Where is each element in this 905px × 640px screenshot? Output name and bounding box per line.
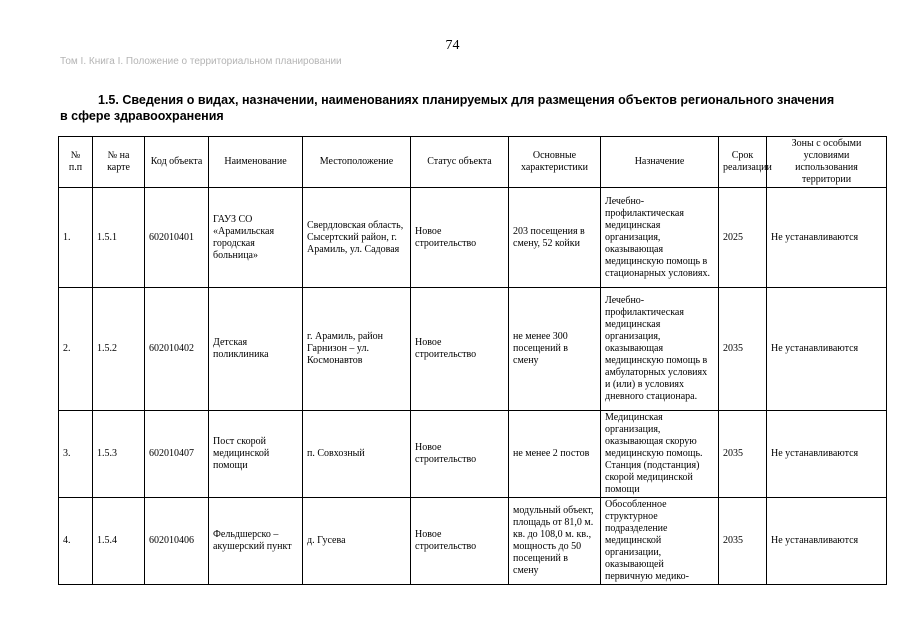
cell-zones: Не устанавливаются [767,498,887,585]
cell-location: д. Гусева [303,498,411,585]
col-header-num: № п.п [59,137,93,188]
cell-characteristics: 203 посещения в смену, 52 койки [509,188,601,288]
col-header-code: Код объекта [145,137,209,188]
cell-purpose: Лечебно-профилактическая медицинская организация, оказывающая медицинскую помощь в стационарных условиях. [601,188,719,288]
table-header-row [59,137,887,188]
cell-name: ГАУЗ СО «Арамильская городская больница» [209,188,303,288]
table-row [59,498,887,585]
cell-code: 602010406 [145,498,209,585]
table-row [59,288,887,411]
table-row [59,188,887,288]
col-header-purpose: Назначение [601,137,719,188]
section-title-line2: в сфере здравоохранения [60,109,224,123]
cell-purpose: Обособленное структурное подразделение медицинской организации, оказывающей первичную медико- [601,498,719,585]
cell-name: Фельдшерско – акушерский пункт [209,498,303,585]
cell-name: Детская поликлиника [209,288,303,411]
cell-num: 1. [59,188,93,288]
cell-characteristics: не менее 300 посещений в смену [509,288,601,411]
cell-term: 2035 [719,411,767,498]
section-title [60,92,860,124]
cell-name: Пост скорой медицинской помощи [209,411,303,498]
col-header-term: Срок реализации [719,137,767,188]
cell-status: Новое строительство [411,288,509,411]
col-header-characteristics: Основные характеристики [509,137,601,188]
col-header-location: Местоположение [303,137,411,188]
cell-zones: Не устанавливаются [767,188,887,288]
section-title-line1: 1.5. Сведения о видах, назначении, наименованиях планируемых для размещения объектов регионального значения [98,93,835,107]
cell-location: г. Арамиль, район Гарнизон – ул. Космонавтов [303,288,411,411]
cell-map-no: 1.5.4 [93,498,145,585]
cell-characteristics: не менее 2 постов [509,411,601,498]
col-header-status: Статус объекта [411,137,509,188]
objects-table [58,136,887,585]
cell-purpose: Медицинская организация, оказывающая скорую медицинскую помощь. Станция (подстанция) скорой медицинской помощи [601,411,719,498]
cell-term: 2025 [719,188,767,288]
cell-location: Свердловская область, Сысертский район, г. Арамиль, ул. Садовая [303,188,411,288]
cell-code: 602010401 [145,188,209,288]
cell-num: 2. [59,288,93,411]
cell-status: Новое строительство [411,498,509,585]
col-header-zones: Зоны с особыми условиями использования территории [767,137,887,188]
cell-map-no: 1.5.3 [93,411,145,498]
cell-term: 2035 [719,498,767,585]
cell-zones: Не устанавливаются [767,411,887,498]
running-header: Том I. Книга I. Положение о территориальном планировании [60,56,342,67]
cell-map-no: 1.5.1 [93,188,145,288]
cell-num: 4. [59,498,93,585]
cell-status: Новое строительство [411,411,509,498]
cell-code: 602010407 [145,411,209,498]
col-header-map-no: № на карте [93,137,145,188]
cell-purpose: Лечебно-профилактическая медицинская организация, оказывающая медицинскую помощь в амбулаторных условиях и (или) в условиях дневного стационара. [601,288,719,411]
cell-location: п. Совхозный [303,411,411,498]
page-number: 74 [445,38,460,53]
cell-map-no: 1.5.2 [93,288,145,411]
cell-code: 602010402 [145,288,209,411]
col-header-name: Наименование [209,137,303,188]
table-row [59,411,887,498]
cell-zones: Не устанавливаются [767,288,887,411]
cell-num: 3. [59,411,93,498]
cell-characteristics: модульный объект, площадь от 81,0 м. кв. до 108,0 м. кв., мощность до 50 посещений в смену [509,498,601,585]
cell-term: 2035 [719,288,767,411]
cell-status: Новое строительство [411,188,509,288]
